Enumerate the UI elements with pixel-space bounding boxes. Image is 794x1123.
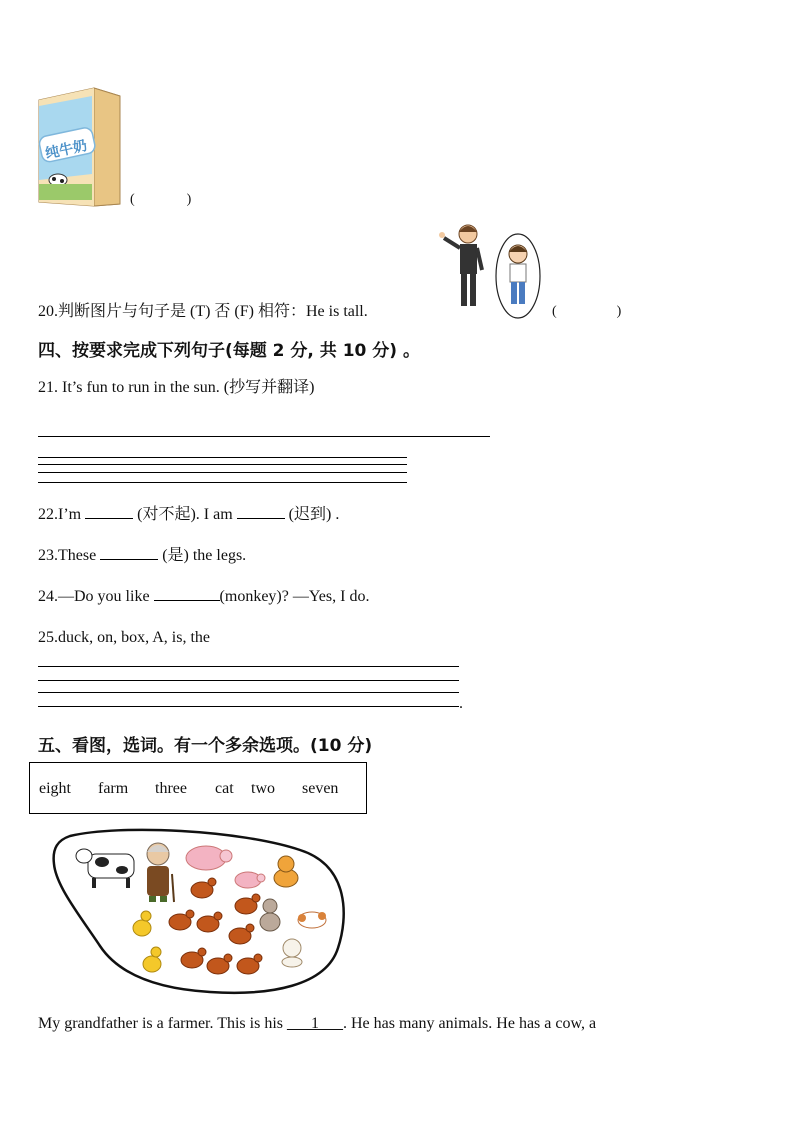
two-boys-image (436, 220, 548, 320)
q24-blank[interactable] (154, 586, 220, 601)
passage-blank-1[interactable]: ___1___ (286, 1015, 343, 1032)
option-word[interactable]: seven (302, 780, 339, 797)
section-4-title: 四、按要求完成下列句子(每题 2 分, 共 10 分) 。 (38, 341, 420, 361)
q21-writing-line[interactable] (38, 482, 407, 483)
dog-icon (298, 912, 326, 928)
reading-passage: My grandfather is a farmer. This is his ___1___. He has many animals. He has a cow, a (38, 1015, 597, 1032)
q21-writing-line[interactable] (38, 457, 407, 458)
q21-writing-line[interactable] (38, 436, 490, 437)
dog-icon (260, 899, 280, 931)
question-24: 24.—Do you like (monkey)? —Yes, I do. (38, 588, 370, 605)
question-22: 22.I’m (对不起). I am (迟到) . (38, 506, 340, 523)
option-word[interactable]: three (155, 780, 187, 797)
farm-animals-image (50, 826, 350, 998)
section-5-title: 五、看图，选词。有一个多余选项。(10 分) (38, 736, 373, 756)
q22-blank-2[interactable] (237, 504, 285, 519)
q25-writing-line[interactable] (38, 706, 459, 707)
milk-answer-paren: ( ) (130, 192, 192, 207)
q21-writing-line[interactable] (38, 472, 407, 473)
milk-label: 纯牛奶 (44, 137, 89, 163)
option-word[interactable]: two (251, 780, 275, 797)
dog-icon (282, 939, 302, 967)
question-20: 20.判断图片与句子是 (T) 否 (F) 相符：He is tall. (38, 303, 368, 320)
question-21: 21. It’s fun to run in the sun. (抄写并翻译) (38, 379, 315, 396)
q25-writing-line[interactable] (38, 666, 459, 667)
option-word[interactable]: cat (215, 780, 234, 797)
q25-writing-line[interactable] (38, 692, 459, 693)
q22-blank-1[interactable] (85, 504, 133, 519)
option-word[interactable]: farm (98, 780, 129, 797)
word-options-box (29, 762, 367, 814)
milk-carton-image (36, 84, 122, 208)
option-word[interactable]: eight (39, 780, 71, 797)
question-20-answer-paren: ( ) (552, 304, 622, 319)
q21-writing-line[interactable] (38, 464, 407, 465)
question-25: 25.duck, on, box, A, is, the (38, 629, 210, 646)
q25-end-period: . (459, 695, 463, 712)
q23-blank[interactable] (100, 545, 158, 560)
q25-writing-line[interactable] (38, 680, 459, 681)
question-23: 23.These (是) the legs. (38, 547, 247, 564)
